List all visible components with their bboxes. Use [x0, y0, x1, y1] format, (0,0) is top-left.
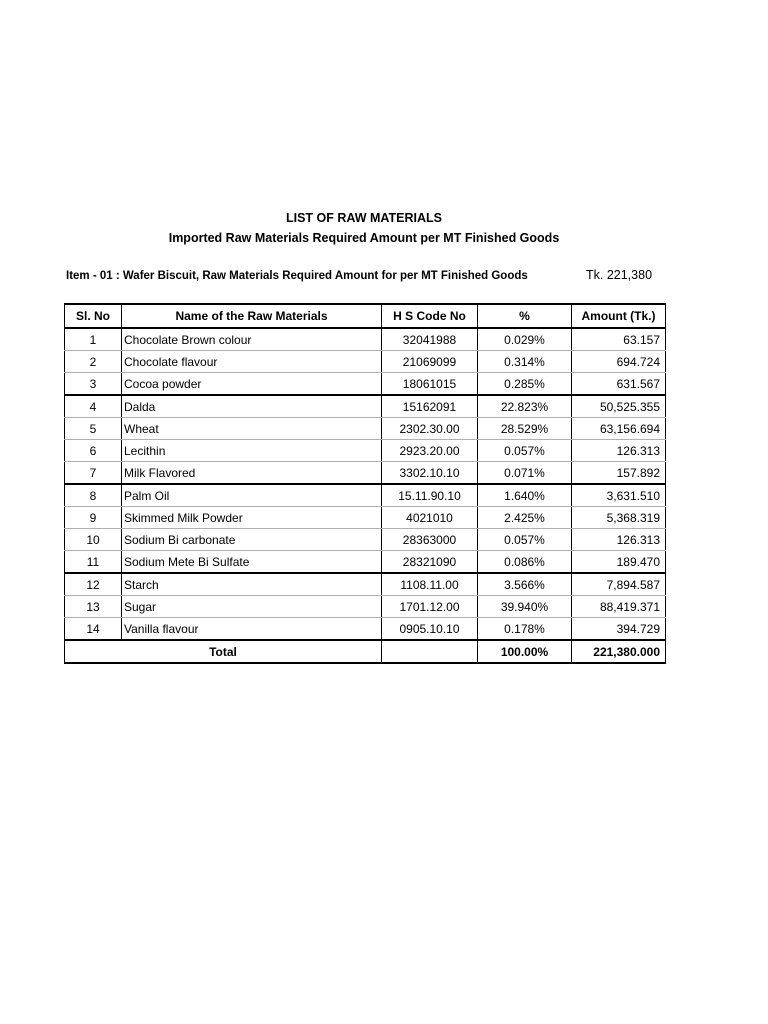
- row-material-name: Dalda: [122, 395, 382, 418]
- row-amount: 631.567: [572, 373, 666, 396]
- row-material-name: Cocoa powder: [122, 373, 382, 396]
- row-hs-code: 0905.10.10: [382, 618, 478, 641]
- row-percent: 0.178%: [478, 618, 572, 641]
- column-header-name: Name of the Raw Materials: [122, 304, 382, 328]
- row-hs-code: 4021010: [382, 507, 478, 529]
- row-hs-code: 18061015: [382, 373, 478, 396]
- row-material-name: Sodium Bi carbonate: [122, 529, 382, 551]
- total-amount: 221,380.000: [572, 640, 666, 663]
- table-row: [65, 328, 666, 351]
- table-row: [65, 573, 666, 596]
- row-amount: 7,894.587: [572, 573, 666, 596]
- table-row: [65, 529, 666, 551]
- row-amount: 50,525.355: [572, 395, 666, 418]
- row-percent: 2.425%: [478, 507, 572, 529]
- document-title: LIST OF RAW MATERIALS: [285, 211, 442, 225]
- row-hs-code: 28363000: [382, 529, 478, 551]
- row-material-name: Sugar: [122, 596, 382, 618]
- item-total-amount: Tk. 221,380: [586, 268, 653, 282]
- row-sl-no: 3: [65, 373, 122, 396]
- row-percent: 0.071%: [478, 462, 572, 485]
- row-amount: 157.892: [572, 462, 666, 485]
- row-percent: 0.057%: [478, 440, 572, 462]
- row-material-name: Vanilla flavour: [122, 618, 382, 641]
- row-percent: 39.940%: [478, 596, 572, 618]
- row-amount: 189.470: [572, 551, 666, 574]
- column-header-hs-code: H S Code No: [382, 304, 478, 328]
- row-material-name: Sodium Mete Bi Sulfate: [122, 551, 382, 574]
- row-percent: 0.057%: [478, 529, 572, 551]
- table-row: [65, 418, 666, 440]
- row-percent: 1.640%: [478, 484, 572, 507]
- row-sl-no: 11: [65, 551, 122, 574]
- table-row: [65, 618, 666, 641]
- row-hs-code: 3302.10.10: [382, 462, 478, 485]
- row-percent: 0.029%: [478, 328, 572, 351]
- row-hs-code: 1108.11.00: [382, 573, 478, 596]
- row-material-name: Wheat: [122, 418, 382, 440]
- item-description: Item - 01 : Wafer Biscuit, Raw Materials Required Amount for per MT Finished Goods: [66, 270, 528, 282]
- row-amount: 3,631.510: [572, 484, 666, 507]
- row-sl-no: 10: [65, 529, 122, 551]
- row-material-name: Skimmed Milk Powder: [122, 507, 382, 529]
- total-row: [65, 640, 666, 663]
- column-header-percent: %: [478, 304, 572, 328]
- row-sl-no: 2: [65, 351, 122, 373]
- row-amount: 63.157: [572, 328, 666, 351]
- row-sl-no: 13: [65, 596, 122, 618]
- table-row: [65, 440, 666, 462]
- row-percent: 0.285%: [478, 373, 572, 396]
- row-sl-no: 8: [65, 484, 122, 507]
- table-row: [65, 484, 666, 507]
- row-amount: 88,419.371: [572, 596, 666, 618]
- table-row: [65, 596, 666, 618]
- row-amount: 63,156.694: [572, 418, 666, 440]
- row-material-name: Lecithin: [122, 440, 382, 462]
- row-amount: 5,368.319: [572, 507, 666, 529]
- column-header-sl-no: Sl. No: [65, 304, 122, 328]
- row-amount: 126.313: [572, 529, 666, 551]
- row-percent: 0.086%: [478, 551, 572, 574]
- row-material-name: Chocolate flavour: [122, 351, 382, 373]
- row-amount: 694.724: [572, 351, 666, 373]
- row-sl-no: 14: [65, 618, 122, 641]
- row-sl-no: 4: [65, 395, 122, 418]
- table-row: [65, 373, 666, 396]
- total-percent: 100.00%: [478, 640, 572, 663]
- row-percent: 0.314%: [478, 351, 572, 373]
- total-label: Total: [65, 640, 382, 663]
- table-row: [65, 462, 666, 485]
- row-sl-no: 5: [65, 418, 122, 440]
- table-row: [65, 551, 666, 574]
- row-material-name: Palm Oil: [122, 484, 382, 507]
- table-row: [65, 507, 666, 529]
- column-header-amount: Amount (Tk.): [572, 304, 666, 328]
- row-sl-no: 6: [65, 440, 122, 462]
- row-hs-code: 15162091: [382, 395, 478, 418]
- row-sl-no: 7: [65, 462, 122, 485]
- total-hs-code: [382, 640, 478, 663]
- row-sl-no: 9: [65, 507, 122, 529]
- row-material-name: Starch: [122, 573, 382, 596]
- table-body: [65, 328, 666, 640]
- row-hs-code: 28321090: [382, 551, 478, 574]
- table-header-row: [65, 304, 666, 328]
- row-sl-no: 12: [65, 573, 122, 596]
- row-hs-code: 32041988: [382, 328, 478, 351]
- row-material-name: Chocolate Brown colour: [122, 328, 382, 351]
- row-percent: 28.529%: [478, 418, 572, 440]
- row-percent: 22.823%: [478, 395, 572, 418]
- table-row: [65, 351, 666, 373]
- row-amount: 394.729: [572, 618, 666, 641]
- row-hs-code: 1701.12.00: [382, 596, 478, 618]
- raw-materials-table: [64, 303, 666, 664]
- row-hs-code: 21069099: [382, 351, 478, 373]
- document-subtitle: Imported Raw Materials Required Amount per MT Finished Goods: [168, 231, 560, 245]
- row-material-name: Milk Flavored: [122, 462, 382, 485]
- row-hs-code: 2302.30.00: [382, 418, 478, 440]
- row-hs-code: 2923.20.00: [382, 440, 478, 462]
- row-sl-no: 1: [65, 328, 122, 351]
- row-percent: 3.566%: [478, 573, 572, 596]
- row-amount: 126.313: [572, 440, 666, 462]
- table-row: [65, 395, 666, 418]
- row-hs-code: 15.11.90.10: [382, 484, 478, 507]
